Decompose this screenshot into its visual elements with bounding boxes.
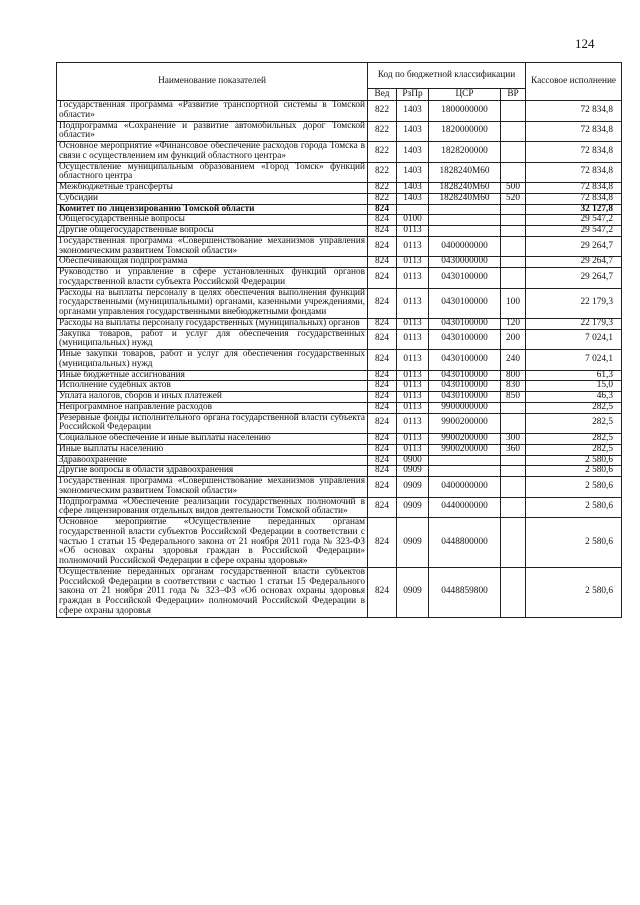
row-vr: 830 — [501, 381, 526, 392]
row-ved: 824 — [368, 318, 397, 329]
header-rzpr: РзПр — [397, 89, 429, 101]
table-row — [57, 434, 622, 445]
row-csr: 1828240М60 — [429, 193, 501, 204]
table-body — [57, 101, 622, 618]
table-row — [57, 567, 622, 617]
row-rzpr: 0909 — [397, 497, 429, 518]
row-csr: 9900200000 — [429, 413, 501, 434]
row-ved: 824 — [368, 497, 397, 518]
row-name: Резервные фонды исполнительного органа государственной власти субъекта Российской Федерации — [57, 413, 368, 434]
row-rzpr: 0113 — [397, 392, 429, 403]
row-csr — [429, 455, 501, 466]
row-rzpr: 0909 — [397, 477, 429, 498]
row-name: Здравоохранение — [57, 455, 368, 466]
row-amount: 29 264,7 — [526, 236, 622, 257]
row-csr: 0430100000 — [429, 318, 501, 329]
row-rzpr: 1403 — [397, 162, 429, 183]
row-ved: 824 — [368, 392, 397, 403]
row-vr — [501, 142, 526, 163]
row-name: Иные бюджетные ассигнования — [57, 370, 368, 381]
row-amount: 2 580,6 — [526, 455, 622, 466]
row-amount: 282,5 — [526, 413, 622, 434]
row-csr: 1820000000 — [429, 121, 501, 142]
row-amount: 32 127,8 — [526, 204, 622, 215]
row-rzpr: 0113 — [397, 444, 429, 455]
row-rzpr: 1403 — [397, 101, 429, 122]
row-rzpr: 1403 — [397, 193, 429, 204]
row-rzpr: 0113 — [397, 318, 429, 329]
row-ved: 824 — [368, 402, 397, 413]
row-amount: 282,5 — [526, 444, 622, 455]
row-ved: 824 — [368, 257, 397, 268]
row-rzpr: 0113 — [397, 288, 429, 318]
table-row — [57, 121, 622, 142]
row-name: Уплата налогов, сборов и иных платежей — [57, 392, 368, 403]
row-ved: 824 — [368, 215, 397, 226]
header-vr: ВР — [501, 89, 526, 101]
table-row — [57, 318, 622, 329]
row-rzpr: 0113 — [397, 370, 429, 381]
row-amount: 72 834,8 — [526, 121, 622, 142]
row-ved: 824 — [368, 236, 397, 257]
row-ved: 824 — [368, 518, 397, 568]
row-amount: 7 024,1 — [526, 329, 622, 350]
table-row — [57, 402, 622, 413]
row-vr — [501, 455, 526, 466]
row-ved: 824 — [368, 288, 397, 318]
row-amount: 7 024,1 — [526, 350, 622, 371]
row-vr — [501, 215, 526, 226]
row-name: Подпрограмма «Обеспечение реализации государственных полномочий в сфере лицензирования отдельных видов деятельности Томской области» — [57, 497, 368, 518]
row-rzpr — [397, 204, 429, 215]
row-csr: 0448859800 — [429, 567, 501, 617]
row-vr — [501, 402, 526, 413]
row-ved: 824 — [368, 567, 397, 617]
header-amount: Кассовое исполнение — [526, 63, 622, 101]
budget-table — [56, 62, 622, 618]
table-row — [57, 101, 622, 122]
header-csr: ЦСР — [429, 89, 501, 101]
row-amount: 72 834,8 — [526, 193, 622, 204]
row-csr: 1828200000 — [429, 142, 501, 163]
row-rzpr: 0113 — [397, 350, 429, 371]
table-row — [57, 268, 622, 289]
row-csr: 9900200000 — [429, 444, 501, 455]
row-rzpr: 0909 — [397, 518, 429, 568]
row-vr: 120 — [501, 318, 526, 329]
row-vr — [501, 268, 526, 289]
row-ved: 824 — [368, 350, 397, 371]
row-amount: 2 580,6 — [526, 466, 622, 477]
row-amount: 29 264,7 — [526, 257, 622, 268]
table-row — [57, 226, 622, 237]
row-ved: 824 — [368, 413, 397, 434]
row-rzpr: 0113 — [397, 434, 429, 445]
row-csr: 1800000000 — [429, 101, 501, 122]
row-rzpr: 0113 — [397, 329, 429, 350]
row-amount: 22 179,3 — [526, 288, 622, 318]
row-amount: 22 179,3 — [526, 318, 622, 329]
row-vr: 240 — [501, 350, 526, 371]
table-row — [57, 413, 622, 434]
table-row — [57, 466, 622, 477]
page-number: 124 — [575, 36, 595, 51]
row-vr — [501, 204, 526, 215]
row-ved: 822 — [368, 101, 397, 122]
row-ved: 822 — [368, 142, 397, 163]
row-vr — [501, 497, 526, 518]
row-name: Государственная программа «Совершенствование механизмов управления экономическим развитием Томской области» — [57, 236, 368, 257]
row-rzpr: 1403 — [397, 183, 429, 194]
row-name: Руководство и управление в сфере установленных функций органов государственной власти субъекта Российской Федерации — [57, 268, 368, 289]
row-vr — [501, 413, 526, 434]
row-name: Государственная программа «Совершенствование механизмов управления экономическим развитием Томской области» — [57, 477, 368, 498]
header-code-group: Код по бюджетной классификации — [368, 63, 526, 89]
row-ved: 824 — [368, 268, 397, 289]
row-name: Другие общегосударственные вопросы — [57, 226, 368, 237]
row-name: Расходы на выплаты персоналу в целях обеспечения выполнения функций государственными (муниципальными) органами, казенными учреждениями, органами управления государственными внебюджетными фондами — [57, 288, 368, 318]
table-row — [57, 381, 622, 392]
row-amount: 29 547,2 — [526, 226, 622, 237]
row-vr — [501, 226, 526, 237]
row-amount: 2 580,6 — [526, 518, 622, 568]
row-csr — [429, 226, 501, 237]
row-name: Осуществление переданных органам государственной власти субъектов Российской Федерации в соответствии с частью 1 статьи 15 Федерального закона от 21 ноября 2011 года № 323–ФЗ «Об основах охраны здоровья граждан в Российской Федерации» полномочий Российской Федерации в сфере охраны здоровья — [57, 567, 368, 617]
row-amount: 72 834,8 — [526, 142, 622, 163]
row-name: Подпрограмма «Сохранение и развитие автомобильных дорог Томской области» — [57, 121, 368, 142]
row-name: Комитет по лицензированию Томской области — [57, 204, 368, 215]
row-amount: 72 834,8 — [526, 162, 622, 183]
row-vr — [501, 121, 526, 142]
row-rzpr: 0113 — [397, 381, 429, 392]
row-name: Основное мероприятие «Осуществление переданных органам государственной власти субъектов Российской Федерации в соответствии с частью 1 статьи 15 Федерального закона от 21 ноября 2011 года № 323-ФЗ «Об основах охраны здоровья граждан в Российской Федерации» полномочий Российской Федерации в сфере охраны здоровья» — [57, 518, 368, 568]
row-ved: 824 — [368, 226, 397, 237]
table-row — [57, 142, 622, 163]
row-csr — [429, 466, 501, 477]
row-ved: 824 — [368, 329, 397, 350]
row-amount: 72 834,8 — [526, 183, 622, 194]
row-csr: 0430100000 — [429, 370, 501, 381]
table-row — [57, 183, 622, 194]
row-vr: 100 — [501, 288, 526, 318]
row-amount: 2 580,6 — [526, 567, 622, 617]
row-vr: 200 — [501, 329, 526, 350]
row-amount: 2 580,6 — [526, 497, 622, 518]
row-vr: 850 — [501, 392, 526, 403]
row-vr — [501, 257, 526, 268]
row-ved: 824 — [368, 444, 397, 455]
table-row — [57, 193, 622, 204]
row-vr — [501, 518, 526, 568]
row-rzpr: 0113 — [397, 268, 429, 289]
row-amount: 72 834,8 — [526, 101, 622, 122]
row-csr: 0448800000 — [429, 518, 501, 568]
row-name: Другие вопросы в области здравоохранения — [57, 466, 368, 477]
row-amount: 282,5 — [526, 434, 622, 445]
row-csr: 0430100000 — [429, 392, 501, 403]
row-rzpr: 0113 — [397, 236, 429, 257]
row-rzpr: 0909 — [397, 567, 429, 617]
row-ved: 824 — [368, 381, 397, 392]
table-row — [57, 329, 622, 350]
row-ved: 824 — [368, 477, 397, 498]
row-name: Государственная программа «Развитие транспортной системы в Томской области» — [57, 101, 368, 122]
table-row — [57, 215, 622, 226]
row-csr: 0430100000 — [429, 268, 501, 289]
row-csr: 0430000000 — [429, 257, 501, 268]
row-vr — [501, 162, 526, 183]
row-vr: 520 — [501, 193, 526, 204]
table-row — [57, 518, 622, 568]
row-name: Расходы на выплаты персоналу государственных (муниципальных) органов — [57, 318, 368, 329]
header-ved: Вед — [368, 89, 397, 101]
row-csr — [429, 215, 501, 226]
row-csr: 1828240М60 — [429, 183, 501, 194]
row-ved: 824 — [368, 455, 397, 466]
row-rzpr: 1403 — [397, 142, 429, 163]
row-csr: 0430100000 — [429, 288, 501, 318]
row-csr: 0440000000 — [429, 497, 501, 518]
row-ved: 824 — [368, 370, 397, 381]
table-row — [57, 350, 622, 371]
row-amount: 29 547,2 — [526, 215, 622, 226]
row-csr: 0430100000 — [429, 350, 501, 371]
table-row — [57, 288, 622, 318]
table-row — [57, 162, 622, 183]
row-rzpr: 0100 — [397, 215, 429, 226]
row-vr: 360 — [501, 444, 526, 455]
row-csr: 9900200000 — [429, 434, 501, 445]
row-name: Закупка товаров, работ и услуг для обеспечения государственных (муниципальных) нужд — [57, 329, 368, 350]
row-ved: 822 — [368, 183, 397, 194]
row-csr: 0400000000 — [429, 236, 501, 257]
row-rzpr: 0113 — [397, 257, 429, 268]
table-row — [57, 444, 622, 455]
row-rzpr: 1403 — [397, 121, 429, 142]
table-row — [57, 236, 622, 257]
row-vr — [501, 101, 526, 122]
row-csr: 0430100000 — [429, 329, 501, 350]
row-name: Непрограммное направление расходов — [57, 402, 368, 413]
row-vr — [501, 477, 526, 498]
row-amount: 61,3 — [526, 370, 622, 381]
row-rzpr: 0909 — [397, 466, 429, 477]
row-name: Общегосударственные вопросы — [57, 215, 368, 226]
row-name: Исполнение судебных актов — [57, 381, 368, 392]
row-csr: 0430100000 — [429, 381, 501, 392]
row-vr — [501, 567, 526, 617]
row-amount: 29 264,7 — [526, 268, 622, 289]
row-ved: 824 — [368, 466, 397, 477]
header-name: Наименование показателей — [57, 63, 368, 101]
row-ved: 822 — [368, 121, 397, 142]
table-row — [57, 497, 622, 518]
row-vr — [501, 236, 526, 257]
row-name: Обеспечивающая подпрограмма — [57, 257, 368, 268]
row-rzpr: 0113 — [397, 413, 429, 434]
row-vr: 500 — [501, 183, 526, 194]
row-name: Иные закупки товаров, работ и услуг для обеспечения государственных (муниципальных) нужд — [57, 350, 368, 371]
row-amount: 2 580,6 — [526, 477, 622, 498]
row-ved: 824 — [368, 434, 397, 445]
row-ved: 822 — [368, 162, 397, 183]
row-rzpr: 0900 — [397, 455, 429, 466]
row-rzpr: 0113 — [397, 402, 429, 413]
row-name: Социальное обеспечение и иные выплаты населению — [57, 434, 368, 445]
table-row — [57, 477, 622, 498]
table-row — [57, 392, 622, 403]
row-amount: 282,5 — [526, 402, 622, 413]
row-csr: 9900000000 — [429, 402, 501, 413]
row-vr — [501, 466, 526, 477]
row-ved: 822 — [368, 193, 397, 204]
row-rzpr: 0113 — [397, 226, 429, 237]
row-name: Межбюджетные трансферты — [57, 183, 368, 194]
row-name: Субсидии — [57, 193, 368, 204]
row-name: Основное мероприятие «Финансовое обеспечение расходов города Томска в связи с осуществлением им функций областного центра» — [57, 142, 368, 163]
row-vr: 300 — [501, 434, 526, 445]
row-csr — [429, 204, 501, 215]
table-row — [57, 257, 622, 268]
row-csr: 1828240М60 — [429, 162, 501, 183]
row-vr: 800 — [501, 370, 526, 381]
row-name: Осуществление муниципальным образованием «Город Томск» функций областного центра — [57, 162, 368, 183]
row-name: Иные выплаты населению — [57, 444, 368, 455]
row-amount: 46,3 — [526, 392, 622, 403]
row-csr: 0400000000 — [429, 477, 501, 498]
row-amount: 15,0 — [526, 381, 622, 392]
row-ved: 824 — [368, 204, 397, 215]
